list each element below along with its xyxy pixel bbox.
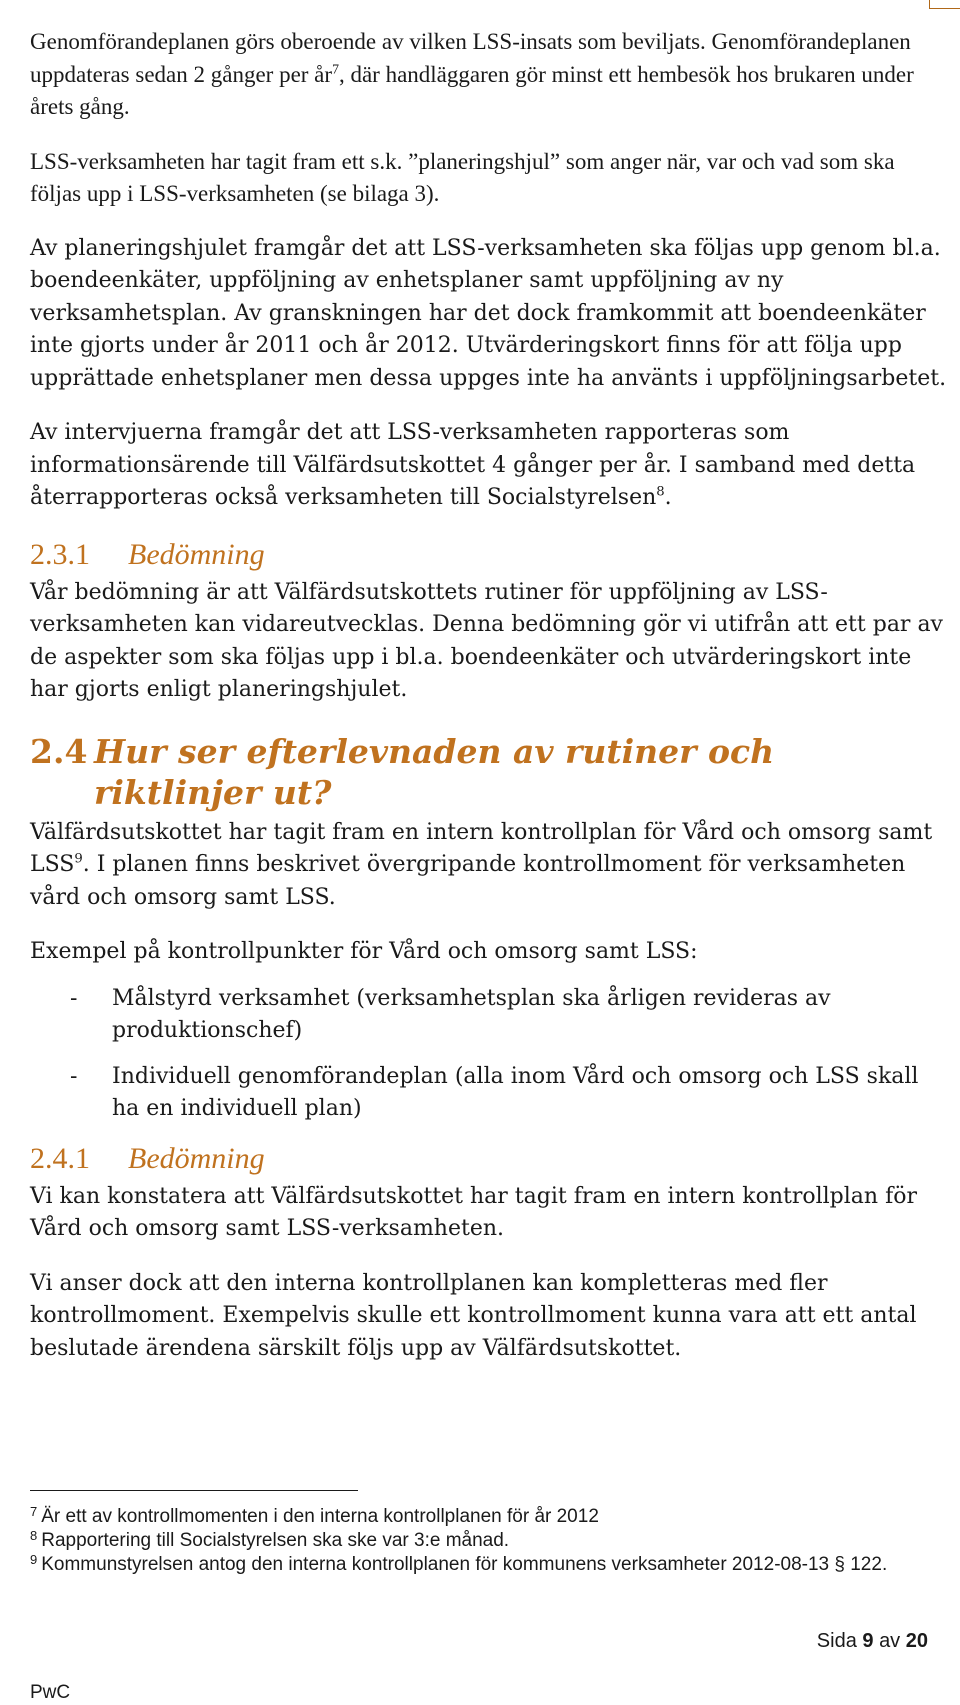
paragraph-exempel: Exempel på kontrollpunkter för Vård och omsorg samt LSS: <box>30 939 698 964</box>
footnote-divider <box>30 1490 358 1491</box>
paragraph-intervjuer: Av intervjuerna framgår det att LSS-verksamheten rapporteras som informationsärende till Välfärdsutskottet 4 gånger per år. I samband med detta återrapporteras också verksamheten till Socialstyrelsen$^8$. <box>30 420 916 510</box>
paragraph-kontrollplan: Välfärdsutskottet har tagit fram en intern kontrollplan för Vård och omsorg samt LSS$^9$. I planen finns beskrivet övergripande kontrollmoment för verksamheten vård och omsorg samt LSS. <box>30 819 933 910</box>
corner-crop-mark <box>929 0 960 9</box>
paragraph-bedomning-2: Vi kan konstatera att Välfärdsutskottet har tagit fram en intern kontrollplan för Vård och omsorg samt LSS-verksamheten. <box>30 1183 917 1241</box>
paragraph-genomforandeplan: Genomförandeplanen görs oberoende av vilken LSS-insats som beviljats. Genomförandeplanen uppdateras sedan 2 gånger per $år^7$, där handläggaren gör minst ett hembesök hos brukaren under årets gång. <box>30 29 914 119</box>
paragraph-uppfoljning: Av planeringshjulet framgår det att LSS-verksamheten ska följas upp genom bl.a. boendeenkäter, uppföljning av enhetsplaner samt uppföljning av ny verksamhetsplan. Av granskningen har det dock framkommit att boendeenkäter inte gjorts under år 2011 och år 2012. Utvärderingskort finns för att följa upp upprättade enhetsplaner men dessa uppges inte ha använts i uppföljningsarbetet. <box>30 235 947 391</box>
paragraph-bedomning-1: Vår bedömning är att Välfärdsutskottets rutiner för uppföljning av LSS-verksamheten kan vidareutvecklas. Denna bedömning gör vi utifrån att ett par av de aspekter som ska följas upp i bl.a. boendeenkäter och utvärderingskort inte har gjorts enligt planeringshjulet. <box>30 579 943 702</box>
footnote-ref-8[interactable]: 8 <box>656 484 665 500</box>
footnote-8: $^8$ Rapportering till Socialstyrelsen ska ske var 3:e månad. <box>30 1528 510 1551</box>
heading-2-3-1: 2.3.1 Bedömning <box>30 537 265 571</box>
footnote-ref-7[interactable]: 7 <box>332 60 339 76</box>
footnotes <box>30 1490 930 1577</box>
page-number: Sida 9 av 20 <box>816 1630 928 1652</box>
kontrollpunkter-list <box>30 983 950 1126</box>
footnote-ref-9[interactable]: 9 <box>74 851 83 867</box>
heading-2-4: 2.4 Hur ser efterlevnaden av rutiner och riktlinjer ut? <box>30 731 775 812</box>
document-page <box>30 26 950 1365</box>
brand-label: PwC <box>30 1682 71 1703</box>
list-item: - Målstyrd verksamhet (verksamhetsplan ska årligen revideras av produktionschef) <box>70 985 831 1043</box>
heading-2-4-1: 2.4.1 Bedömning <box>30 1141 265 1175</box>
paragraph-bedomning-3: Vi anser dock att den interna kontrollplanen kan kompletteras med fler kontrollmoment. Exempelvis skulle ett kontrollmoment kunna vara att ett antal beslutade ärendena särskilt följs upp av Välfärdsutskottet. <box>30 1270 917 1361</box>
footnote-9: $^9$ Kommunstyrelsen antog den interna kontrollplanen för kommunens verksamheter 2012-08-13 § 122. <box>30 1552 888 1575</box>
footnote-7: $^7$ Är ett av kontrollmomenten i den interna kontrollplanen för år 2012 <box>30 1504 599 1527</box>
list-item: - Individuell genomförandeplan (alla inom Vård och omsorg och LSS skall ha en individuell plan) <box>70 1063 919 1121</box>
paragraph-planeringshjul: LSS-verksamheten har tagit fram ett s.k. ”planeringshjul” som anger när, var och vad som ska följas upp i LSS-verksamheten (se bilaga 3). <box>30 148 895 206</box>
